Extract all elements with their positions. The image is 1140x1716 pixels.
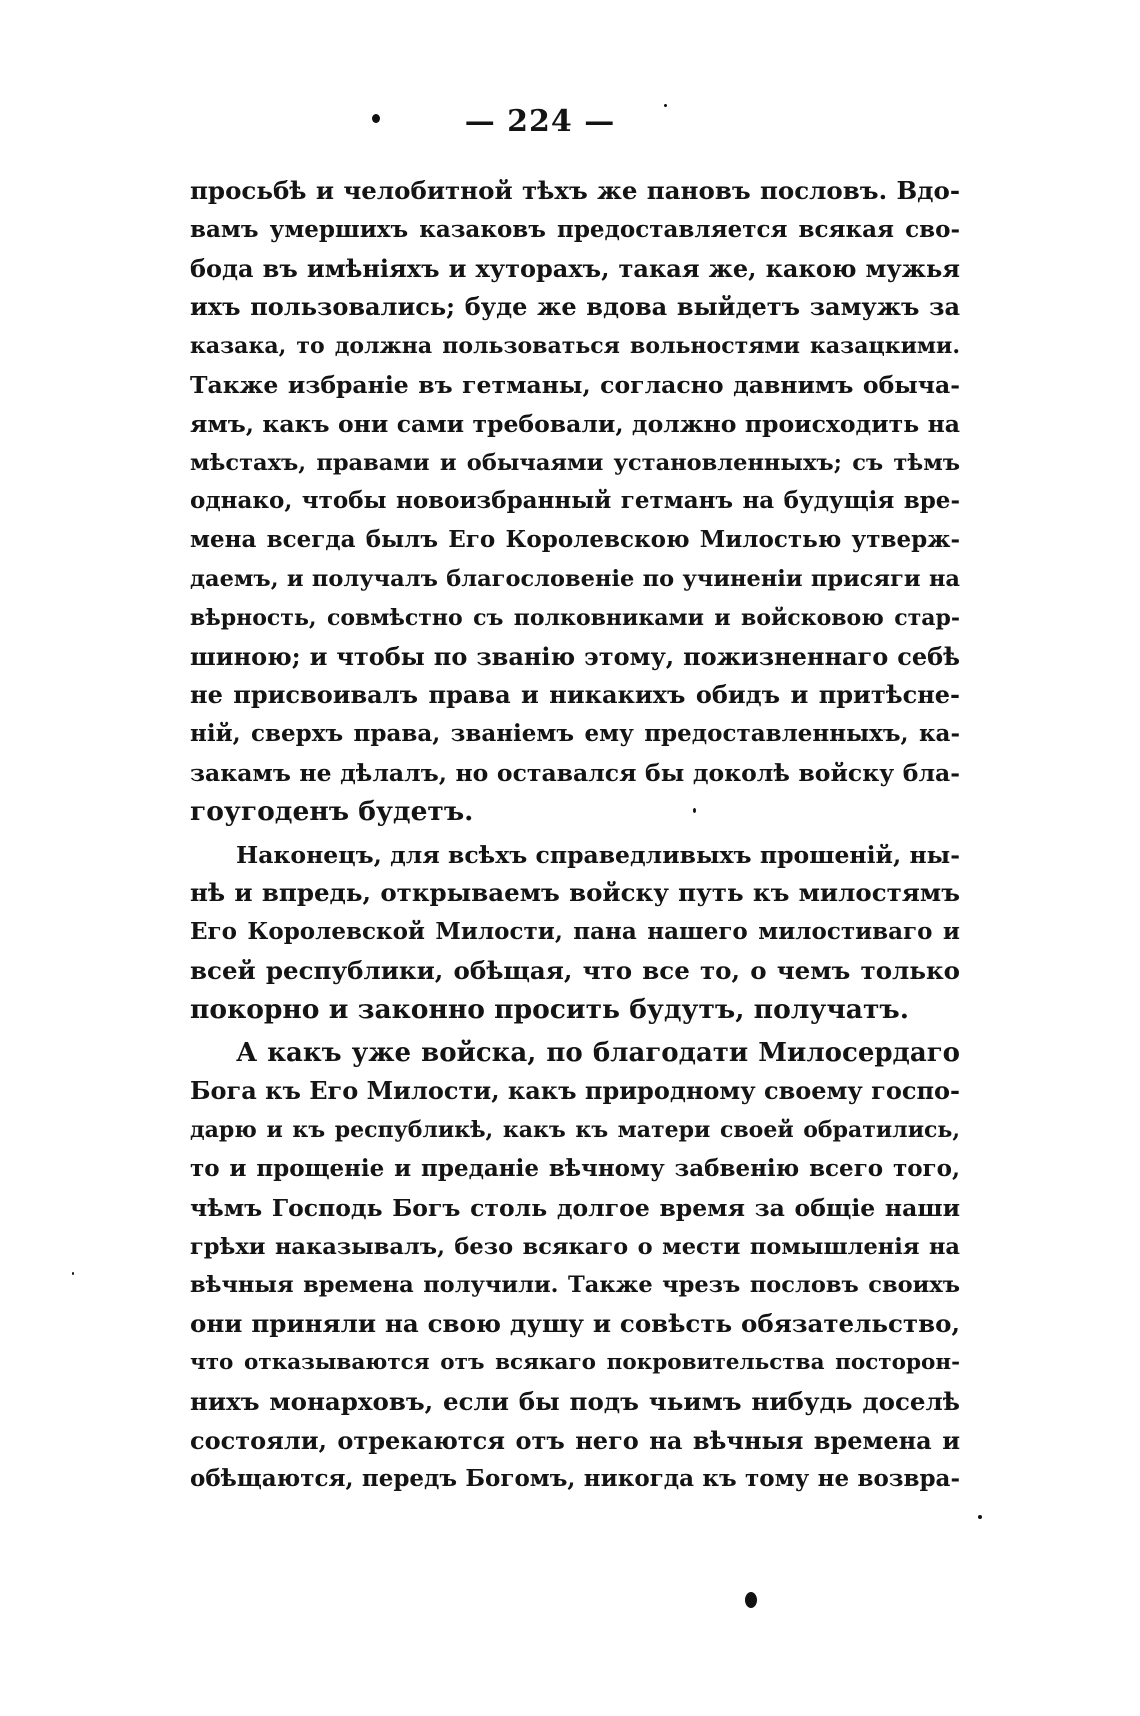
text-line: вѣчныя времена получили. Также чрезъ пословъ своихъ bbox=[190, 1272, 960, 1299]
text-line: Также избраніе въ гетманы, согласно давнимъ обыча- bbox=[190, 370, 960, 399]
ink-speck bbox=[693, 808, 696, 813]
text-line: дарю и къ республикѣ, какъ къ матери своей обратились, bbox=[190, 1117, 960, 1144]
text-line: вѣрность, совмѣстно съ полковниками и войсковою стар- bbox=[190, 604, 960, 631]
text-line: нихъ монарховъ, если бы подъ чьимъ нибудь доселѣ bbox=[190, 1386, 960, 1416]
text-line: мѣстахъ, правами и обычаями установленныхъ; съ тѣмъ bbox=[190, 449, 960, 476]
text-line: гоугоденъ будетъ. bbox=[190, 795, 474, 827]
text-line: Наконецъ, для всѣхъ справедливыхъ прошеній, ны- bbox=[236, 840, 960, 869]
text-line: Бога къ Его Милости, какъ природному своему госпо- bbox=[190, 1076, 960, 1106]
text-line: покорно и законно просить будутъ, получатъ. bbox=[190, 993, 909, 1025]
ink-speck bbox=[978, 1515, 982, 1519]
text-line: А какъ уже войска, по благодати Милосердаго bbox=[236, 1037, 960, 1068]
text-line: бода въ имѣніяхъ и хуторахъ, такая же, какою мужья bbox=[190, 253, 960, 283]
text-line: мена всегда былъ Его Королевскою Милостью утверж- bbox=[190, 526, 960, 554]
text-line: нѣ и впредь, открываемъ войску путь къ милостямъ bbox=[190, 878, 960, 908]
text-line: состояли, отрекаются отъ него на вѣчныя времена и bbox=[190, 1425, 960, 1455]
text-line: Его Королевской Милости, пана нашего милостиваго и bbox=[190, 918, 960, 946]
text-line: грѣхи наказывалъ, безо всякаго о мести помышленія на bbox=[190, 1233, 960, 1260]
text-line: они приняли на свою душу и совѣсть обязательство, bbox=[190, 1309, 960, 1339]
paragraph-3 bbox=[190, 1034, 960, 1500]
text-line: ній, сверхъ права, званіемъ ему предоставленныхъ, ка- bbox=[190, 720, 960, 748]
text-line: закамъ не дѣлалъ, но оставался бы доколѣ войску бла- bbox=[190, 758, 960, 787]
text-line: даемъ, и получалъ благословеніе по учиненіи присяги на bbox=[190, 565, 960, 592]
text-line: ямъ, какъ они сами требовали, должно происходить на bbox=[190, 409, 960, 438]
page-number: — 224 — bbox=[464, 104, 616, 139]
text-line: не присвоивалъ права и никакихъ обидъ и притѣсне- bbox=[190, 680, 960, 710]
text-line: вамъ умершихъ казаковъ предоставляется всякая сво- bbox=[190, 215, 960, 243]
text-line: однако, чтобы новоизбранный гетманъ на будущія вре- bbox=[190, 487, 960, 515]
ink-speck bbox=[664, 104, 667, 107]
paragraph-2 bbox=[190, 836, 960, 1030]
text-line: ихъ пользовались; буде же вдова выйдетъ замужъ за bbox=[190, 292, 960, 322]
paragraph-1 bbox=[190, 172, 960, 832]
text-line: то и прощеніе и преданіе вѣчному забвенію всего того, bbox=[190, 1154, 960, 1182]
text-line: что отказываются отъ всякаго покровительства посторон- bbox=[190, 1349, 960, 1375]
text-line: просьбѣ и челобитной тѣхъ же пановъ пословъ. Вдо- bbox=[190, 176, 960, 205]
text-line: всей республики, обѣщая, что все то, о чемъ только bbox=[190, 955, 960, 985]
ink-speck bbox=[72, 1272, 74, 1275]
text-line: казака, то должна пользоваться вольностями казацкими. bbox=[190, 333, 960, 360]
text-line: обѣщаются, передъ Богомъ, никогда къ тому не возвра- bbox=[190, 1465, 960, 1493]
text-line: чѣмъ Господь Богъ столь долгое время за общіе наши bbox=[190, 1193, 960, 1222]
text-line: шиною; и чтобы по званію этому, пожизненнаго себѣ bbox=[190, 641, 960, 671]
body-text bbox=[190, 172, 960, 1499]
ink-speck bbox=[745, 1592, 757, 1608]
ink-speck bbox=[372, 114, 380, 123]
